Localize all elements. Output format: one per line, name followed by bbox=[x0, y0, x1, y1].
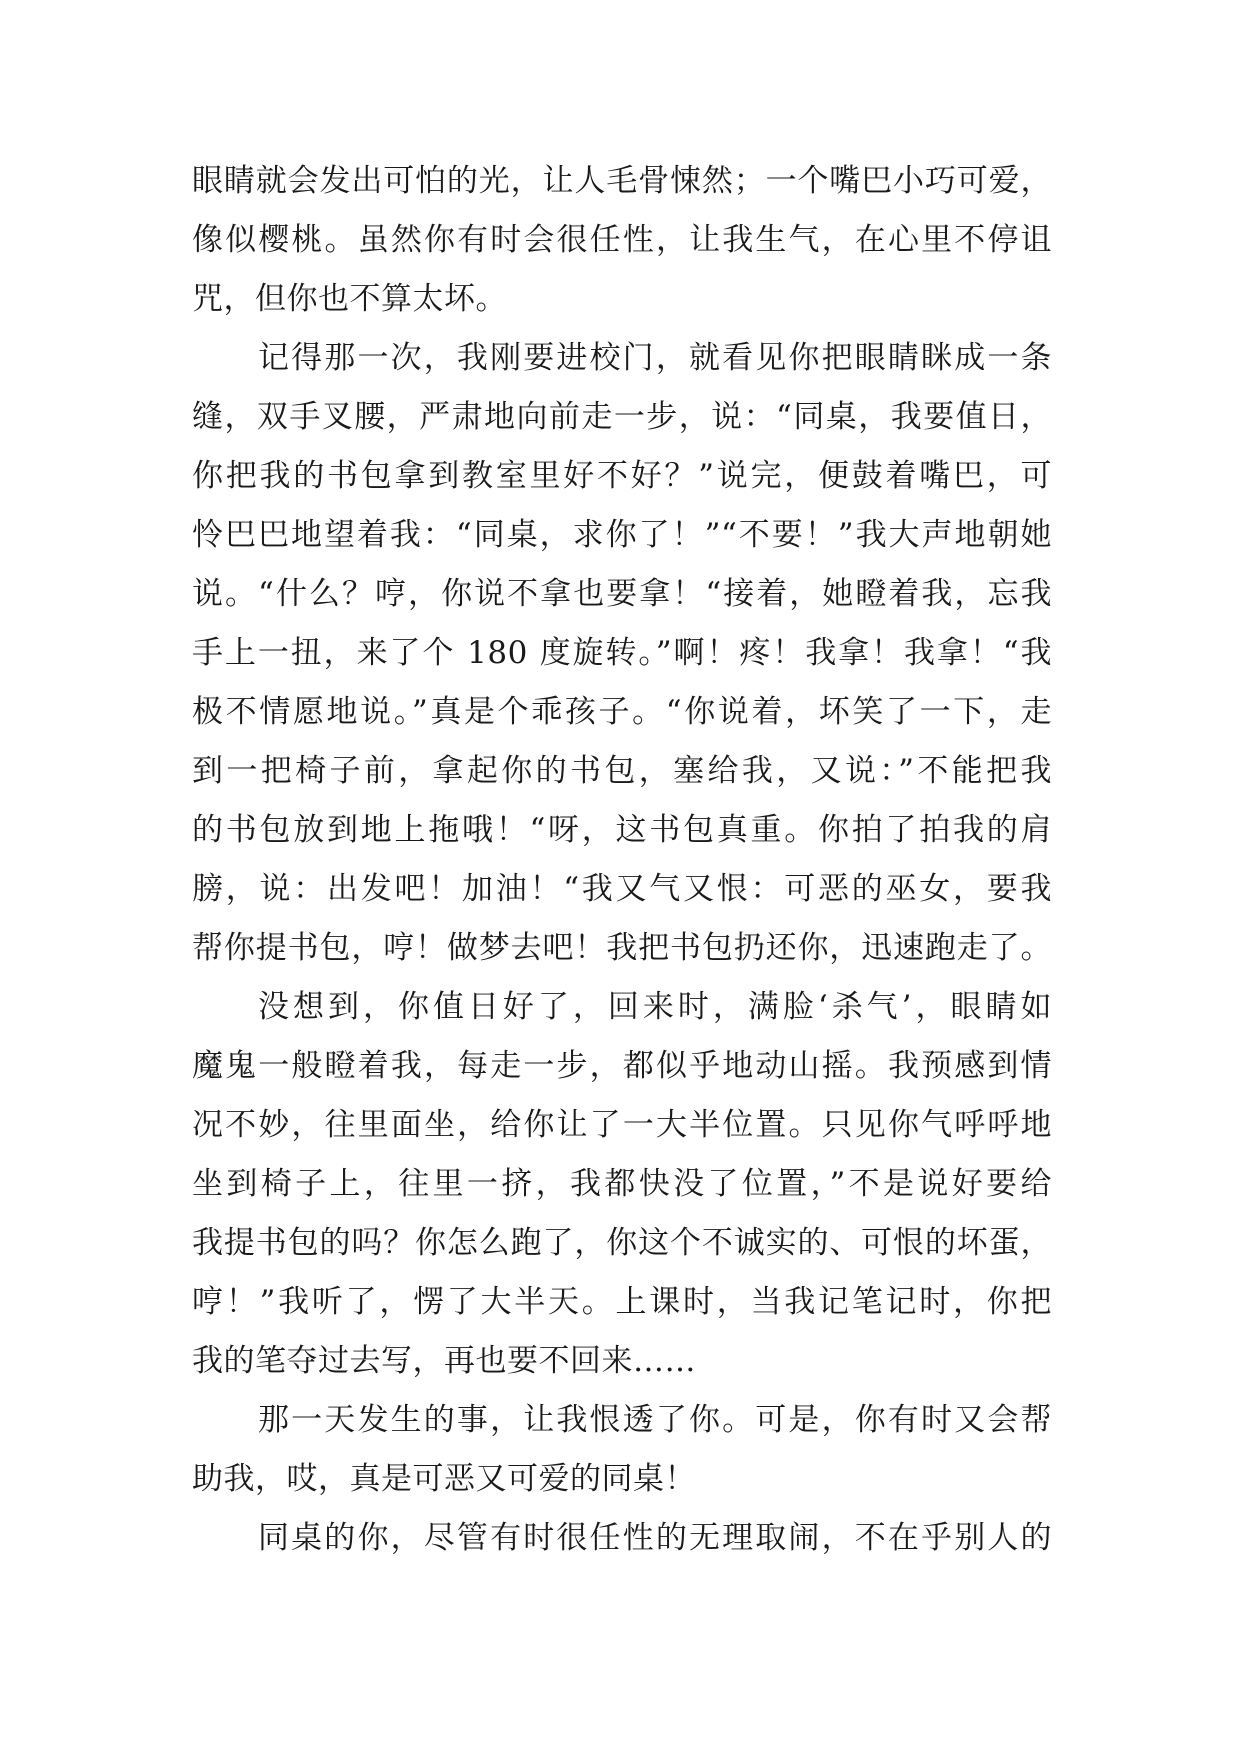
text-line: 同桌的你，尽管有时很任性的无理取闹，不在乎别人的 bbox=[258, 1520, 1052, 1556]
text-line: 的书包放到地上拖哦！“呀，这书包真重。你拍了拍我的肩 bbox=[192, 812, 1052, 848]
text-line: 魔鬼一般瞪着我，每走一步，都似乎地动山摇。我预感到情 bbox=[192, 1048, 1052, 1084]
text-line: 哼！”我听了，愣了大半天。上课时，当我记笔记时，你把 bbox=[192, 1284, 1052, 1320]
text-line: 记得那一次，我刚要进校门，就看见你把眼睛眯成一条 bbox=[258, 340, 1052, 376]
text-line: 缝，双手叉腰，严肃地向前走一步，说：“同桌，我要值日， bbox=[192, 399, 1052, 435]
text-line: 说。“什么？哼，你说不拿也要拿！“接着，她瞪着我，忘我 bbox=[192, 576, 1052, 612]
text-line: 眼睛就会发出可怕的光，让人毛骨悚然；一个嘴巴小巧可爱， bbox=[192, 163, 1052, 199]
text-line: 没想到，你值日好了，回来时，满脸‘杀气’，眼睛如 bbox=[258, 989, 1052, 1025]
text-line: 助我，哎，真是可恶又可爱的同桌！ bbox=[192, 1461, 696, 1497]
text-line: 膀，说：出发吧！加油！“我又气又恨：可恶的巫女，要我 bbox=[192, 871, 1052, 907]
text-line: 到一把椅子前，拿起你的书包，塞给我，又说：”不能把我 bbox=[192, 753, 1052, 789]
text-line: 我的笔夺过去写，再也要不回来…… bbox=[192, 1343, 696, 1379]
text-line: 怜巴巴地望着我：“同桌，求你了！”“不要！”我大声地朝她 bbox=[192, 517, 1052, 553]
text-line: 咒，但你也不算太坏。 bbox=[192, 281, 507, 317]
text-line: 像似樱桃。虽然你有时会很任性，让我生气，在心里不停诅 bbox=[192, 222, 1052, 258]
text-line: 手上一扭，来了个 180 度旋转。”啊！疼！我拿！我拿！“我 bbox=[192, 635, 1052, 671]
text-line: 你把我的书包拿到教室里好不好？”说完，便鼓着嘴巴，可 bbox=[192, 458, 1052, 494]
text-line: 坐到椅子上，往里一挤，我都快没了位置，”不是说好要给 bbox=[192, 1166, 1052, 1202]
text-line: 那一天发生的事，让我恨透了你。可是，你有时又会帮 bbox=[258, 1402, 1052, 1438]
text-line: 我提书包的吗？你怎么跑了，你这个不诚实的、可恨的坏蛋， bbox=[192, 1225, 1052, 1261]
text-line: 极不情愿地说。”真是个乖孩子。“你说着，坏笑了一下，走 bbox=[192, 694, 1052, 730]
text-line: 况不妙，往里面坐，给你让了一大半位置。只见你气呼呼地 bbox=[192, 1107, 1052, 1143]
text-line: 帮你提书包，哼！做梦去吧！我把书包扔还你，迅速跑走了。 bbox=[192, 930, 1052, 966]
document-page bbox=[192, 152, 1052, 1568]
